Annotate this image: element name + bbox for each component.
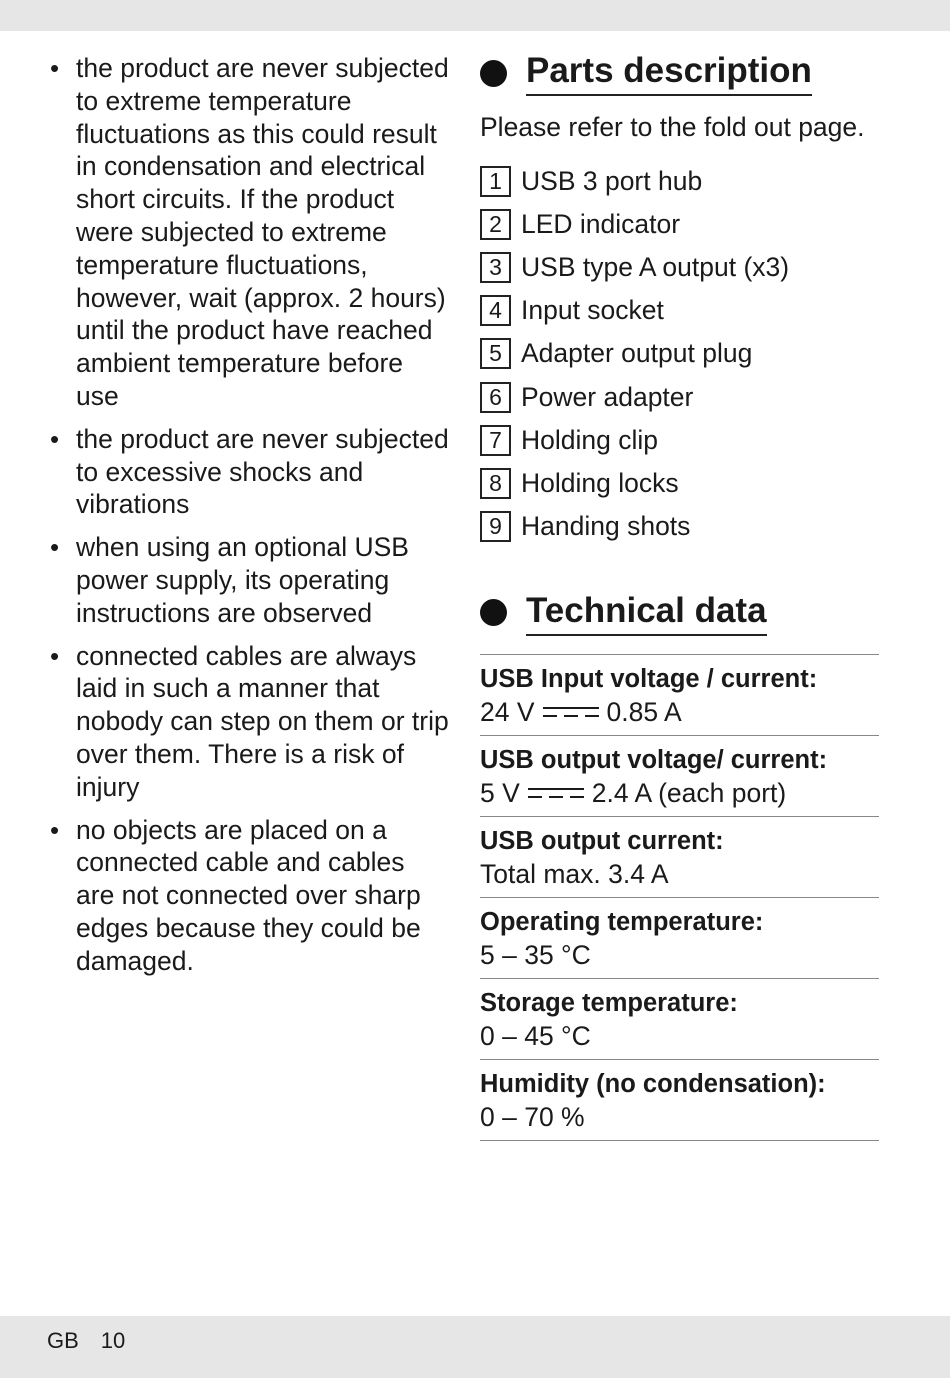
dc-current-icon [543,703,599,721]
footer-lang: GB [47,1328,79,1353]
tech-value-main: 5 V [480,777,520,808]
header-band [0,0,950,31]
tech-label: Storage temperature: [480,988,738,1017]
tech-row [480,817,879,898]
right-column [480,50,880,1141]
precautions-column [50,52,450,988]
part-label: USB type A output (x3) [521,252,790,283]
precaution-text: when using an optional USB power supply, its operating instructions are observed [76,532,409,628]
tech-title: Technical data [526,590,767,636]
part-number-box: 3 [480,252,511,283]
tech-label: USB output voltage/ current: [480,745,828,774]
part-label: Handing shots [521,510,691,541]
page-number: 10 [100,1328,126,1353]
part-item [480,203,880,246]
part-label: Adapter output plug [521,338,753,369]
parts-heading [480,50,880,96]
part-number-box: 7 [480,425,511,456]
part-number-box: 8 [480,468,511,499]
footer [47,1328,125,1354]
tech-value-main: 0 – 70 % [480,1101,585,1132]
part-number-box: 1 [480,166,511,197]
tech-row [480,979,879,1060]
part-label: Holding locks [521,467,679,498]
precaution-text: the product are never subjected to excessive shocks and vibrations [76,423,449,520]
part-item [480,505,880,548]
part-label: Input socket [521,295,664,326]
part-item [480,462,880,505]
tech-row [480,898,879,979]
tech-value [480,939,879,971]
tech-value-secondary: 0.85 A [606,696,682,727]
bullet-icon: • [50,423,60,454]
part-item [480,419,880,462]
tech-value [480,858,879,890]
list-item [50,814,450,978]
part-number-box: 5 [480,338,511,369]
tech-value-main: 24 V [480,696,535,727]
tech-label: USB Input voltage / current: [480,664,818,693]
tech-label: Operating temperature: [480,907,764,936]
section-bullet-icon [480,599,507,626]
part-number-box: 2 [480,209,511,240]
tech-row [480,736,879,817]
tech-label: Humidity (no condensation): [480,1069,826,1098]
part-item [480,246,880,289]
part-label: Holding clip [521,424,658,455]
bullet-icon: • [50,640,60,671]
dc-current-icon [528,784,584,802]
part-item [480,160,880,203]
tech-value-main: Total max. 3.4 A [480,858,669,889]
list-item [50,640,450,804]
part-label: Power adapter [521,381,694,412]
list-item [50,531,450,629]
tech-label: USB output current: [480,826,724,855]
part-item [480,289,880,332]
part-label: USB 3 port hub [521,166,703,197]
parts-title: Parts description [526,50,812,96]
tech-table [480,654,879,1141]
bullet-icon: • [50,53,60,83]
tech-value-main: 5 – 35 °C [480,939,591,970]
parts-intro: Please refer to the fold out page. [480,112,865,142]
footer-band [0,1316,950,1378]
tech-row [480,1060,879,1141]
part-number-box: 4 [480,295,511,326]
tech-value-main: 0 – 45 °C [480,1020,591,1051]
bullet-icon: • [50,532,60,563]
part-item [480,332,880,375]
parts-list [480,160,880,548]
tech-value [480,696,879,728]
tech-value-secondary: 2.4 A (each port) [591,777,787,808]
list-item [50,423,450,521]
tech-value [480,1101,879,1133]
part-label: LED indicator [521,209,681,240]
part-number-box: 6 [480,382,511,413]
precaution-text: the product are never subjected to extreme temperature fluctuations as this could result in condensation and electrical short circuits. If the product were subjected to extreme temperature fluctuations, however, wait (approx. 2 hours) until the product have reached ambient temperature before use [76,53,449,411]
tech-value [480,1020,879,1052]
bullet-icon: • [50,814,60,845]
precautions-list [50,52,450,978]
list-item [50,52,450,413]
part-number-box: 9 [480,511,511,542]
tech-heading [480,590,880,636]
section-bullet-icon [480,60,507,87]
part-item [480,375,880,418]
precaution-text: no objects are placed on a connected cable and cables are not connected over sharp edges because they could be damaged. [76,814,421,976]
tech-value [480,777,879,809]
tech-row [480,655,879,736]
precaution-text: connected cables are always laid in such a manner that nobody can step on them or trip over them. There is a risk of injury [76,640,449,802]
